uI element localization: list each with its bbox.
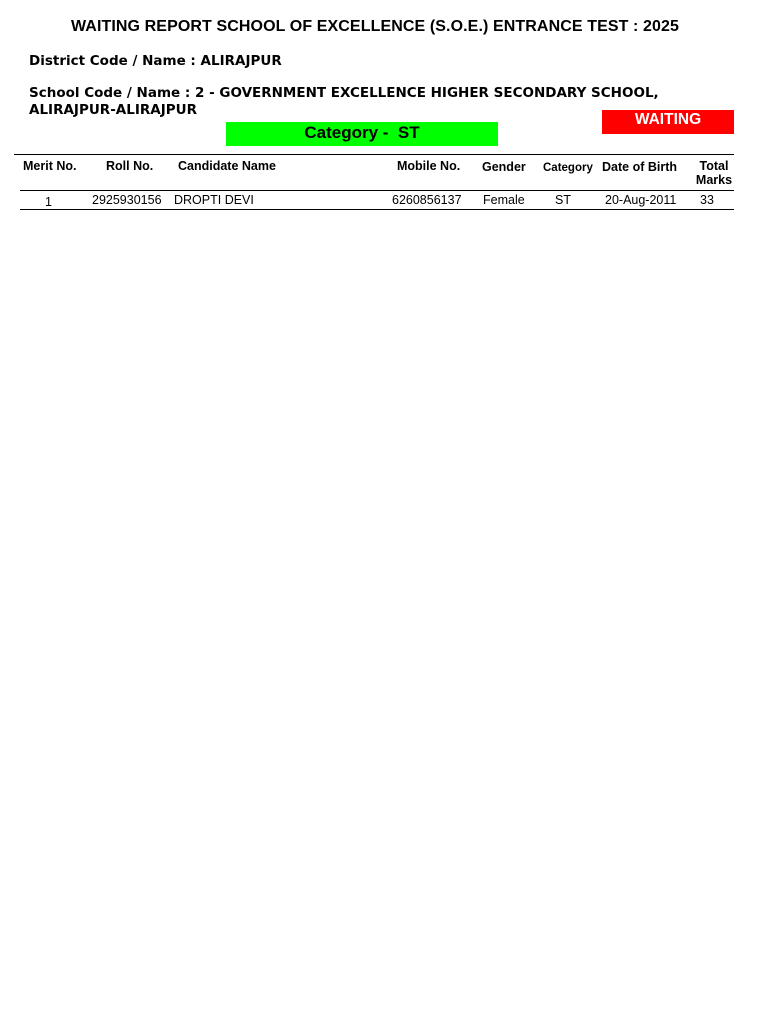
table-header-rule: [20, 190, 734, 191]
cell-dob: 20-Aug-2011: [605, 193, 677, 207]
header-roll: Roll No.: [106, 159, 154, 173]
category-banner: Category - ST: [226, 122, 498, 146]
status-badge: WAITING: [602, 110, 734, 134]
header-gender: Gender: [482, 160, 526, 174]
cell-total: 33: [700, 193, 714, 207]
report-title: WAITING REPORT SCHOOL OF EXCELLENCE (S.O.E.) ENTRANCE TEST : 2025: [70, 18, 680, 35]
district-line: District Code / Name : ALIRAJPUR: [29, 53, 282, 69]
cell-category: ST: [555, 193, 571, 207]
header-mobile: Mobile No.: [397, 159, 461, 173]
cell-name: DROPTI DEVI: [174, 193, 254, 207]
header-merit: Merit No.: [23, 159, 77, 173]
header-dob: Date of Birth: [602, 160, 677, 174]
table-top-rule: [14, 154, 734, 155]
cell-roll: 2925930156: [92, 193, 162, 207]
school-line-2: ALIRAJPUR-ALIRAJPUR: [29, 102, 197, 118]
header-name: Candidate Name: [178, 159, 276, 173]
school-line: [29, 85, 659, 119]
school-line-1: School Code / Name : 2 - GOVERNMENT EXCELLENCE HIGHER SECONDARY SCHOOL,: [29, 85, 659, 101]
header-total-line2: Marks: [695, 173, 733, 187]
header-category: Category: [543, 162, 593, 174]
cell-gender: Female: [483, 193, 525, 207]
cell-merit: 1: [45, 195, 52, 209]
header-total-line1: Total: [699, 159, 729, 173]
cell-mobile: 6260856137: [392, 193, 462, 207]
header-total: [694, 159, 734, 187]
table-bottom-rule: [20, 209, 734, 210]
